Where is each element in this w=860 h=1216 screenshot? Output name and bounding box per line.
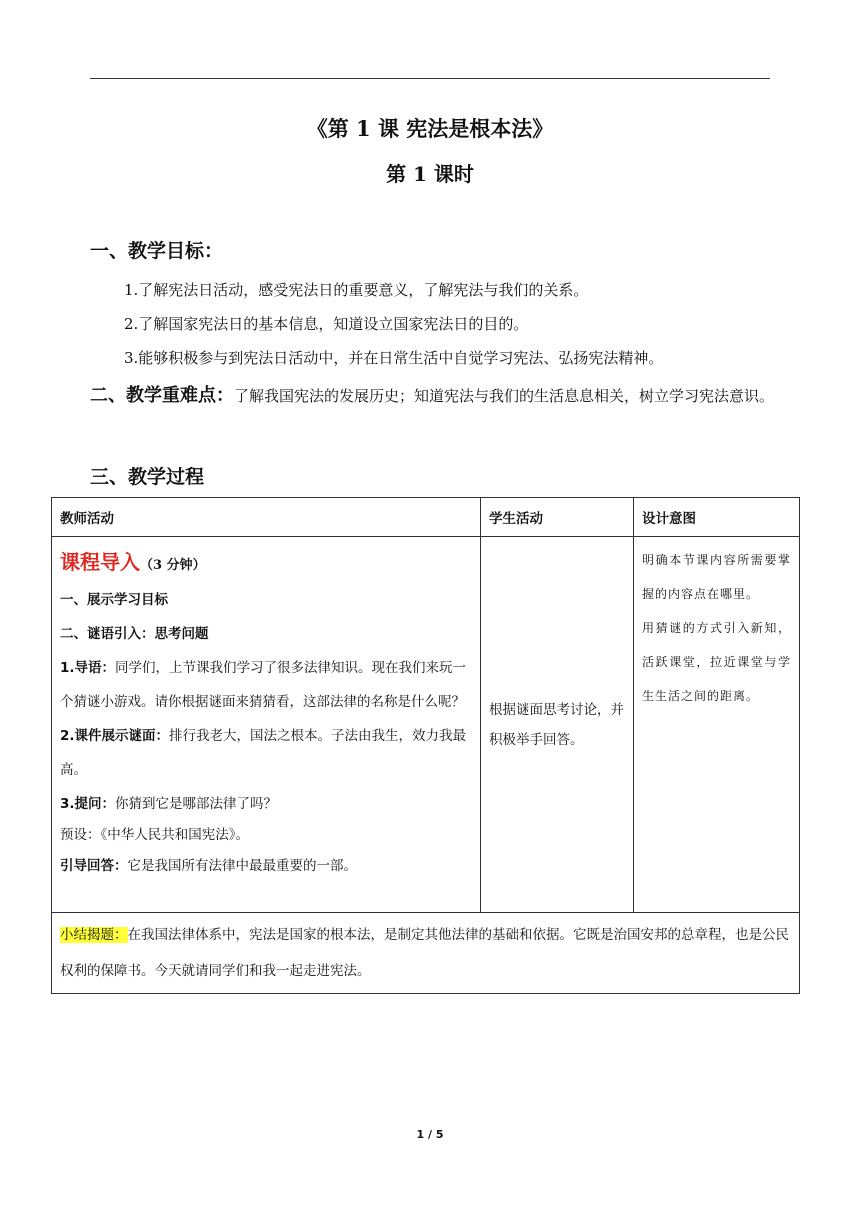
header-student: 学生活动 xyxy=(481,498,634,537)
summary-cell xyxy=(52,913,800,994)
teacher-activity-cell xyxy=(52,537,481,913)
objective-item: 2.了解国家宪法日的基本信息，知道设立国家宪法日的目的。 xyxy=(124,315,529,333)
summary-text: 在我国法律体系中，宪法是国家的根本法，是制定其他法律的基础和依据。它既是治国安邦的总章程，也是公民权利的保障书。今天就请同学们和我一起走进宪法。 xyxy=(60,927,789,979)
item-intro: 1.导语：同学们，上节课我们学习了很多法律知识。现在我们来玩一个猜谜小游戏。请你根据谜面来猜猜看，这部法律的名称是什么呢？ xyxy=(60,660,467,710)
design-intent-1: 明确本节课内容所需要掌握的内容点在哪里。 xyxy=(642,553,791,601)
design-intent-2: 用猜谜的方式引入新知，活跃课堂，拉近课堂与学生生活之间的距离。 xyxy=(642,621,791,703)
summary-row xyxy=(52,913,800,994)
section-heading-objectives: 一、教学目标： xyxy=(90,240,224,262)
objective-item: 3.能够积极参与到宪法日活动中，并在日常生活中自觉学习宪法、弘扬宪法精神。 xyxy=(124,349,664,367)
item-guide: 引导回答：它是我国所有法律中最最重要的一部。 xyxy=(60,858,357,874)
lesson-table xyxy=(51,497,800,994)
section-heading-key-points: 二、教学重难点： xyxy=(90,385,234,406)
key-points-paragraph xyxy=(90,379,780,413)
summary-label: 小结揭题： xyxy=(60,927,128,943)
item-preset: 预设：《中华人民共和国宪法》。 xyxy=(60,827,249,843)
table-header-row xyxy=(52,498,800,537)
key-points-text: 了解我国宪法的发展历史；知道宪法与我们的生活息息相关，树立学习宪法意识。 xyxy=(234,387,775,405)
intro-time: （3 分钟） xyxy=(140,558,206,573)
header-teacher: 教师活动 xyxy=(52,498,481,537)
design-intent-cell xyxy=(634,537,800,913)
table-row xyxy=(52,537,800,913)
objective-item: 1.了解宪法日活动，感受宪法日的重要意义，了解宪法与我们的关系。 xyxy=(124,281,589,299)
item-riddle-display: 2.课件展示谜面：排行我老大，国法之根本。子法由我生，效力我最高。 xyxy=(60,728,467,778)
section-heading-process: 三、教学过程 xyxy=(90,466,205,488)
step-show-goals: 一、展示学习目标 xyxy=(60,592,168,608)
intro-title: 课程导入 xyxy=(60,550,140,574)
header-design: 设计意图 xyxy=(634,498,800,537)
student-activity-cell: 根据谜面思考讨论，并积极举手回答。 xyxy=(481,537,634,913)
item-question: 3.提问：你猜到它是哪部法律了吗？ xyxy=(60,796,278,812)
page-title: 《第 1 课 宪法是根本法》 xyxy=(306,116,554,141)
page-subtitle: 第 1 课时 xyxy=(386,162,474,186)
header-rule xyxy=(90,78,770,79)
page-number: 1 / 5 xyxy=(416,1128,444,1141)
step-riddle: 二、谜语引入：思考问题 xyxy=(60,626,209,642)
